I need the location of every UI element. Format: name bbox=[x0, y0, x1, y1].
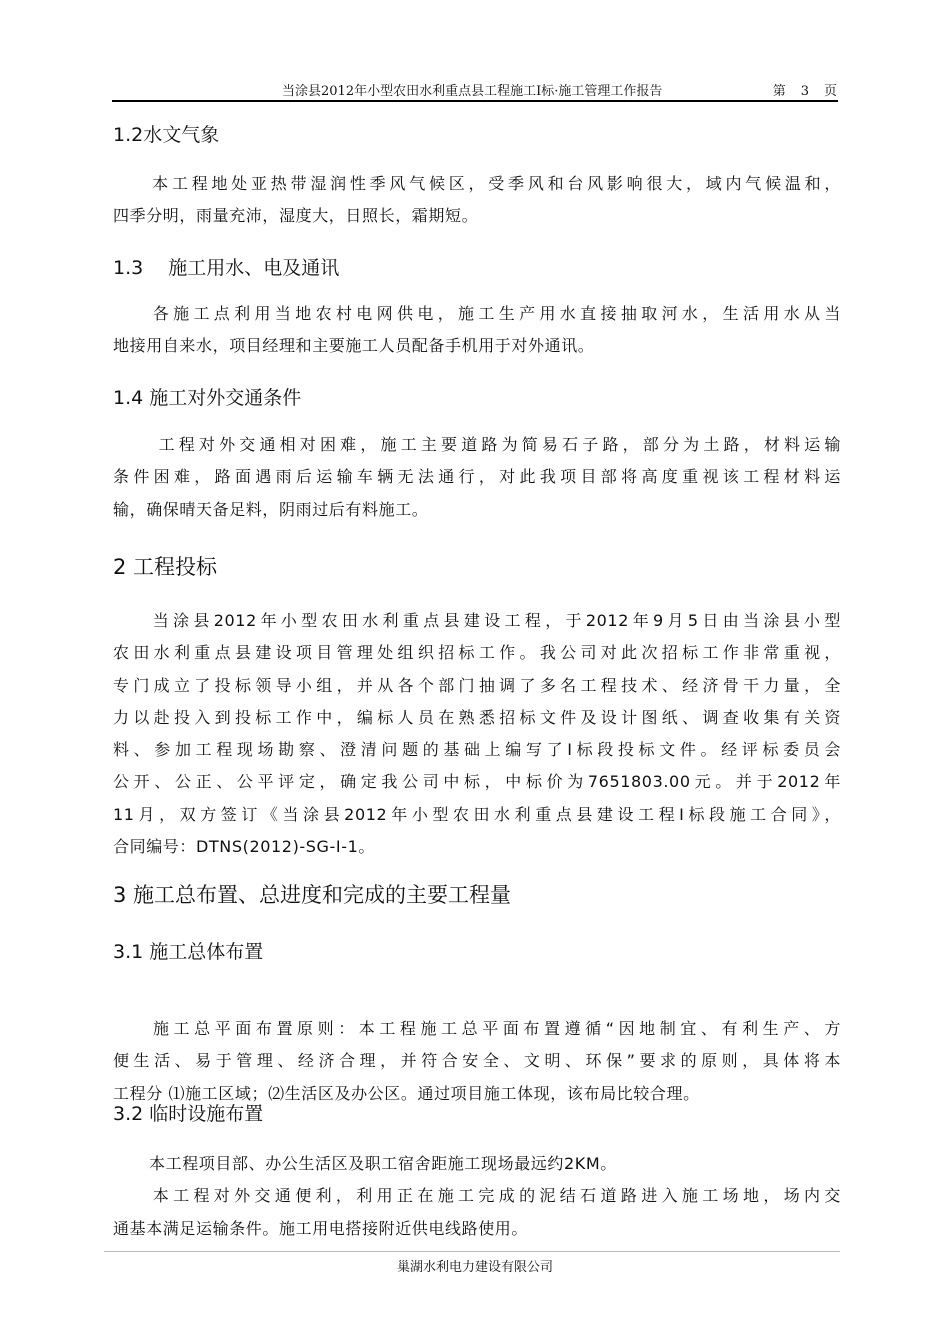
heading-1-2: 1.2水文气象 bbox=[113, 124, 220, 146]
text-line: 农田水利重点县建设项目管理处组织招标工作。我公司对此次招标工作非常重视， bbox=[113, 643, 841, 663]
heading-1-4: 1.4 施工对外交通条件 bbox=[113, 387, 302, 409]
text-line: 当涂县2012年小型农田水利重点县建设工程，于2012年9月5日由当涂县小型 bbox=[149, 611, 841, 630]
text-line: 施工总平面布置原则：本工程施工总平面布置遵循“因地制宜、有利生产、方 bbox=[149, 1019, 841, 1038]
paragraph-3-2 bbox=[113, 1148, 841, 1245]
paragraph-2 bbox=[113, 605, 841, 863]
heading-3-2: 3.2 临时设施布置 bbox=[113, 1103, 264, 1125]
text-line: 力以赴投入到投标工作中，编标人员在熟悉招标文件及设计图纸、调查收集有关资 bbox=[113, 707, 841, 727]
text-line: 工程分 ⑴施工区域；⑵生活区及办公区。通过项目施工体现，该布局比较合理。 bbox=[113, 1083, 700, 1103]
paragraph-1-2 bbox=[113, 168, 841, 233]
text-line: 四季分明，雨量充沛，湿度大，日照长，霜期短。 bbox=[113, 206, 479, 226]
header-title: 当涂县2012年小型农田水利重点县工程施工Ⅰ标·施工管理工作报告 bbox=[282, 84, 663, 99]
footer-divider bbox=[104, 1251, 840, 1252]
paragraph-3-1 bbox=[113, 1013, 841, 1110]
text-line: 料、参加工程现场勘察、澄清问题的基础上编写了Ⅰ标段投标文件。经评标委员会 bbox=[113, 740, 841, 760]
text-line: 专门成立了投标领导小组，并从各个部门抽调了多名工程技术、经济骨干力量，全 bbox=[113, 675, 841, 695]
text-line: 本工程项目部、办公生活区及职工宿舍距施工现场最远约2KM。 bbox=[149, 1154, 617, 1173]
text-line: 工程对外交通相对困难，施工主要道路为简易石子路，部分为土路，材料运输 bbox=[155, 435, 841, 454]
text-line: 合同编号：DTNS(2012)-SG-Ⅰ-1。 bbox=[113, 837, 375, 857]
paragraph-1-3 bbox=[113, 298, 841, 363]
text-line: 本工程对外交通便利，利用正在施工完成的泥结石道路进入施工场地，场内交 bbox=[149, 1186, 841, 1206]
text-line: 便生活、易于管理、经济合理，并符合安全、文明、环保”要求的原则，具体将本 bbox=[113, 1051, 841, 1071]
text-line: 通基本满足运输条件。施工用电搭接附近供电线路使用。 bbox=[113, 1218, 529, 1238]
text-line: 11月，双方签订《当涂县2012年小型农田水利重点县建设工程Ⅰ标段施工合同》， bbox=[113, 804, 841, 824]
text-line: 输，确保晴天备足料，阴雨过后有料施工。 bbox=[113, 499, 429, 519]
text-line: 本工程地处亚热带湿润性季风气候区，受季风和台风影响很大，域内气候温和， bbox=[149, 174, 841, 193]
text-line: 条件困难，路面遇雨后运输车辆无法通行，对此我项目部将高度重视该工程材料运 bbox=[113, 467, 841, 487]
heading-3-1: 3.1 施工总体布置 bbox=[113, 941, 264, 963]
heading-1-3: 1.3 施工用水、电及通讯 bbox=[113, 257, 340, 279]
text-line: 公开、公正、公平评定，确定我公司中标，中标价为7651803.00元。并于2012年 bbox=[113, 772, 841, 792]
paragraph-1-4 bbox=[113, 429, 841, 526]
heading-3: 3 施工总布置、总进度和完成的主要工程量 bbox=[113, 883, 512, 907]
heading-2: 2 工程投标 bbox=[113, 555, 218, 579]
footer-company: 巢湖水利电力建设有限公司 bbox=[396, 1260, 553, 1275]
page-number: 第 3 页 bbox=[772, 84, 838, 99]
text-line: 地接用自来水，项目经理和主要施工人员配备手机用于对外通讯。 bbox=[113, 336, 595, 356]
page-header bbox=[112, 78, 838, 102]
text-line: 各施工点利用当地农村电网供电，施工生产用水直接抽取河水，生活用水从当 bbox=[149, 304, 841, 323]
